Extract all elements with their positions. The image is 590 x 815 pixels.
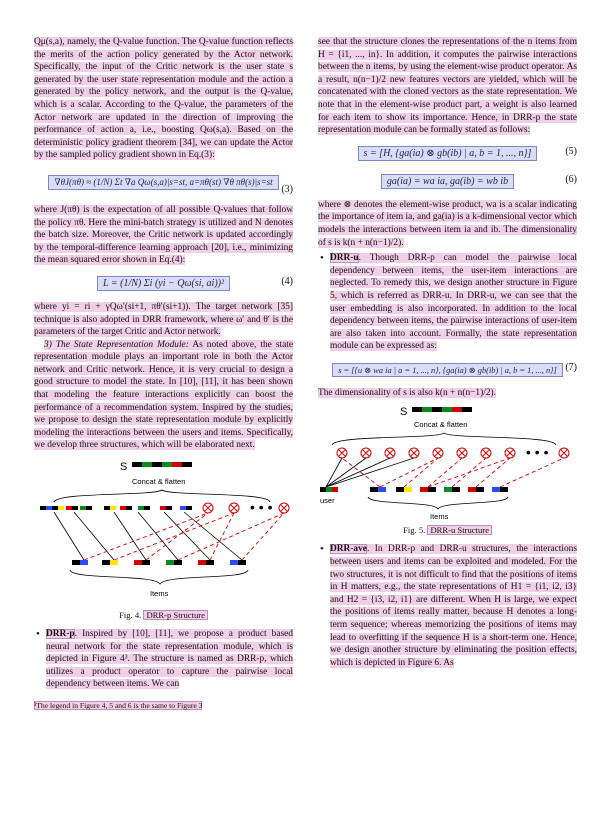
- paragraph-policy-expectation: where J(πθ) is the expectation of all possible Q-values that follow the policy πθ. Here the mini-batch strategy is utilized and N denotes the batch size. Moreover, the Critic network is updated accordingly by the temporal-difference learning approach [20], i.e., minimizing the mean squared error shown in Eq.(4):: [34, 204, 293, 266]
- fig5-concat-label: Concat & flatten: [414, 420, 468, 430]
- bullet-drr-p-title: DRR-p: [46, 629, 75, 640]
- equation-5-expression: s = [H, {ga(ia) ⊗ gb(ib) | a, b = 1, ..., n}]: [358, 146, 538, 161]
- paragraph-element-wise-product: where ⊗ denotes the element-wise product, wa is a scalar indicating the importance of item ia, and ga(ia) is a k-dimensional vector which models the interactions between item ia and ib. The dimensionality of s is k(n + n(n−1)/2).: [318, 199, 577, 248]
- paragraph-dimensionality: The dimensionality of s is also k(n + n(n−1)/2).: [318, 387, 496, 398]
- fig4-feature-row: [40, 506, 192, 510]
- equation-5-number: (5): [565, 145, 577, 157]
- fig4-items-label: Items: [150, 589, 169, 599]
- fig5-bottom-brace: [368, 497, 508, 509]
- figure-4-drr-p-diagram: [34, 456, 293, 606]
- fig4-s-label: S: [120, 461, 128, 474]
- bullet-drr-ave-title: DRR-ave: [330, 544, 367, 555]
- fig5-items-label: Items: [430, 512, 449, 522]
- fig5-dashed-lines: [342, 458, 564, 487]
- section-heading: 3) The State Representation Module:: [44, 339, 189, 350]
- equation-7-expression: s = [{u ⊗ wa ia | a = 1, ..., n}, {ga(ia) ⊗ gb(ib) | a, b = 1, ..., n}]: [332, 363, 563, 377]
- fig5-user-embedding: [320, 487, 338, 492]
- paragraph-q-value: Qμ(s,a), namely, the Q-value function. The Q-value function reflects the merits of the action policy generated by the Actor network. Specifically, the input of the Critic network is the user state s generated by the user state representation module and the action a generated by the policy network, and the output is the Q-value, which is a scalar. According to the Q-value, the parameters of the Actor network are updated in the direction of improving the performance of action a, i.e., boosting Qω(s,a). Based on the deterministic policy gradient theorem [34], we can update the Actor by the sampled policy gradient shown in Eq.(3):: [34, 37, 293, 161]
- fig5-state-bar: [412, 407, 472, 412]
- equation-6-number: (6): [565, 173, 577, 185]
- paragraph-target-network: where yi = ri + γQω′(si+1, πθ′(si+1)). The target network [35] technique is also adopted in DRR framework, where ω′ and θ′ is the parameters of the target Critic and Actor network.: [34, 301, 293, 338]
- paragraph-state-representation-module: 3) The State Representation Module: As noted above, the state representation module plays an important role in both the Actor network and Critic network. Hence, it is very crucial to design a good structure to model the state. In [10], [11], it has been shown that modeling the feature interactions explicitly can boost the performance of a recommendation system. Inspired by the studies, we propose to design the state representation module by explicitly modeling the interactions between the users and items. Specifically, we develop three structures, which will be elaborated next.: [34, 339, 293, 451]
- fig4-concat-label: Concat & flatten: [132, 477, 186, 487]
- fig4-top-brace: [54, 490, 270, 502]
- fig5-s-label: S: [400, 406, 408, 419]
- bullet-drr-u-title: DRR-u: [330, 253, 359, 264]
- equation-5: [318, 143, 577, 165]
- equation-4-number: (4): [281, 275, 293, 287]
- equation-3: [34, 168, 293, 198]
- bullet-drr-p: • DRR-p. Inspired by [10], [11], we propose a product based neural network for the state representation module, which is depicted in Figure 4³. The structure is named as DRR-p, which utilizes a product operator to capture the pairwise local dependency between items. We can: [34, 628, 293, 691]
- fig5-user-label: user: [320, 496, 335, 506]
- bullet-drr-u: • DRR-u. Though DRR-p can model the pairwise local dependency between items, the user-item interactions are neglected. To remedy this, we design another structure in Figure 5, which is referred as DRR-u. In DRR-u, we can see that the user embedding is also incorporated. In addition to the local dependency between items, the pairwise interactions of user-item are also taken into account. Formally, the state representation module can be expressed as:: [318, 252, 577, 353]
- fig4-product-nodes: [203, 503, 289, 513]
- equation-3-number: (3): [281, 183, 293, 195]
- equation-6: [318, 171, 577, 193]
- figure-4-caption: Fig. 4. DRR-p Structure: [34, 610, 293, 620]
- fig4-state-bar: [132, 462, 192, 467]
- fig4-bottom-brace: [70, 570, 248, 584]
- equation-7-number: (7): [565, 361, 577, 373]
- equation-7: [318, 359, 577, 381]
- fig5-item-row: [370, 487, 508, 492]
- fig4-dashed-lines: [84, 513, 284, 560]
- fig5-top-brace: [332, 433, 556, 445]
- bullet-drr-ave: • DRR-ave. In DRR-p and DRR-u structures, the interactions between users and items can be exploited and modeled. For the two structures, it is not difficult to find that the positions of items in H matters, e.g., the state representations of H1 = {i1, i2, i3} and H2 = {i3, i2, i1} are different. When H is large, we expect the positions of items really matter, because H denotes a long-term sequence; whereas memorizing the positions of items may lead to overfitting if the sequence H is a short-term one. Hence, we design another structure by eliminating the position effects, which is depicted in Figure 6. As: [318, 543, 577, 669]
- fig5-ellipsis: • • •: [526, 444, 549, 461]
- figure-5-caption: Fig. 5. DRR-u Structure: [318, 525, 577, 535]
- figure-5-drr-u-diagram: [318, 403, 577, 521]
- equation-4-expression: L = (1/N) Σi (yi − Qω(si, ai))²: [97, 276, 230, 291]
- fig4-ellipsis: • • •: [250, 499, 273, 516]
- footnote-3: ³The legend in Figure 4, 5 and 6 is the same to Figure 3: [34, 701, 203, 710]
- fig4-item-row: [72, 560, 246, 565]
- equation-4: [34, 273, 293, 295]
- paragraph-clone-representations: see that the structure clones the representations of the n items from H = {i1, ..., in}. In addition, it computes the pairwise interactions between the n items, by using the element-wise product operator. As a result, n(n−1)/2 new features vectors are yielded, which will be concatenated with the cloned vectors as the state representation. We note that in the element-wise product part, a weight is also learned for each item to show its importance. Hence, in DRR-p the state representation module can be formally stated as follows:: [318, 37, 577, 136]
- left-column: [34, 36, 293, 710]
- right-column: [318, 36, 577, 669]
- fig5-user-lines: [326, 458, 414, 487]
- equation-3-expression: ∇θJ(πθ) ≈ (1/N) Σt ∇a Qω(s,a)|s=st, a=πθ(st) ∇θ πθ(s)|s=st: [48, 175, 278, 190]
- equation-6-expression: ga(ia) = wa ia, ga(ib) = wb ib: [381, 174, 514, 189]
